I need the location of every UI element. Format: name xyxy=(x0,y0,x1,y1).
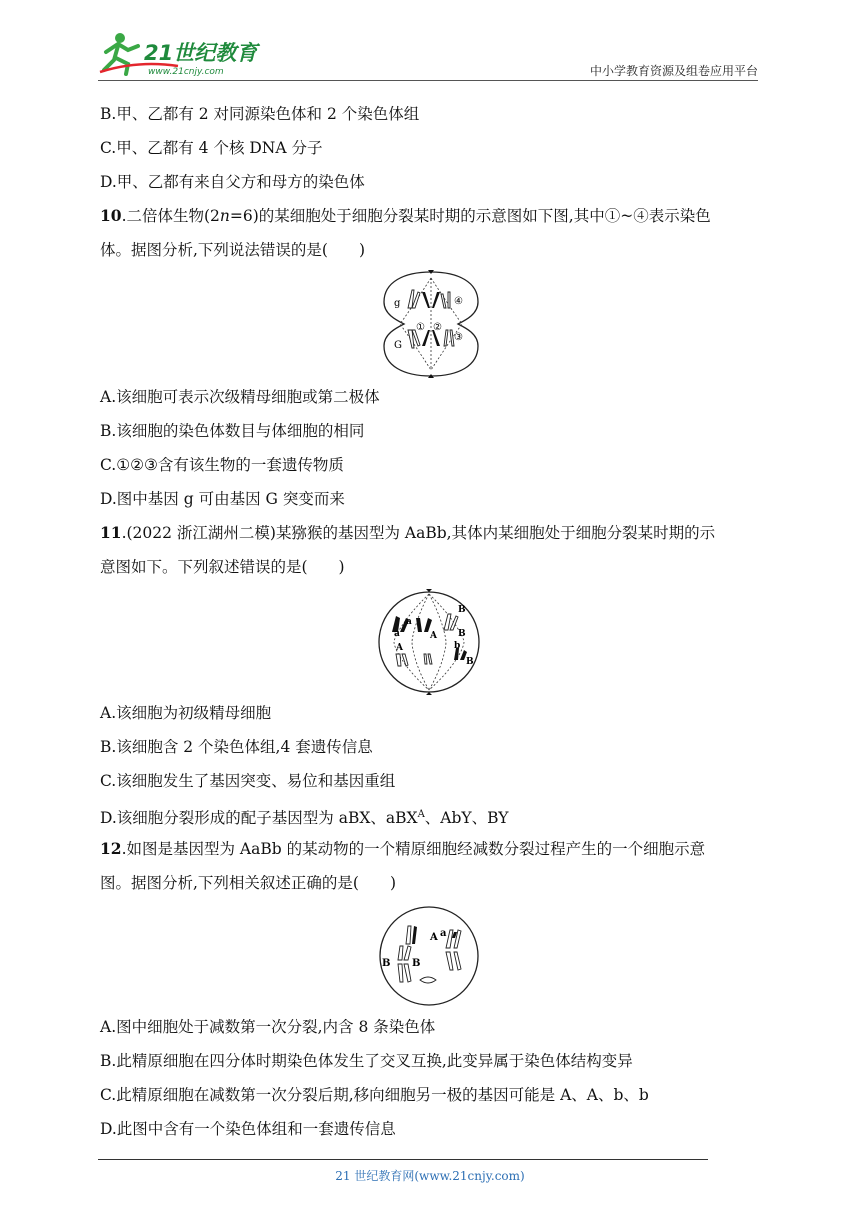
q12-option-c: C.此精原细胞在减数第一次分裂后期,移向细胞另一极的基因可能是 A、A、b、b xyxy=(100,1086,649,1104)
q12-stem-text: .如图是基因型为 AaBb 的某动物的一个精原细胞经减数分裂过程产生的一个细胞示意 xyxy=(121,840,706,858)
gene-label-B-2: B xyxy=(458,629,466,639)
gene-label-B-1: B xyxy=(382,958,391,969)
q10-stem-part2: =6)的某细胞处于细胞分裂某时期的示意图如下图,其中①~④表示染色 xyxy=(229,207,711,225)
q10-stem-line2: 体。据图分析,下列说法错误的是( ) xyxy=(100,241,366,259)
gene-label-A: A xyxy=(430,932,438,943)
q10-stem-part: .二倍体生物(2 xyxy=(121,207,220,225)
q11-option-a: A.该细胞为初级精母细胞 xyxy=(100,704,272,722)
footer-divider xyxy=(98,1159,708,1160)
gene-label-a-2: a xyxy=(394,629,400,639)
q12-number: 12 xyxy=(100,839,122,858)
q11-option-c: C.该细胞发生了基因突变、易位和基因重组 xyxy=(100,772,396,790)
chromosome-label-1: ① xyxy=(416,322,425,333)
chromosome-label-4: ④ xyxy=(454,296,463,307)
q10-cell-figure xyxy=(378,268,484,380)
platform-name: 中小学教育资源及组卷应用平台 xyxy=(589,64,758,78)
q12-option-a: A.图中细胞处于减数第一次分裂,内含 8 条染色体 xyxy=(100,1018,436,1036)
gene-label-B-3: B xyxy=(466,657,474,667)
q12-option-b: B.此精原细胞在四分体时期染色体发生了交叉互换,此变异属于染色体结构变异 xyxy=(100,1052,633,1070)
q11-cell-figure xyxy=(374,588,484,696)
q11-option-b: B.该细胞含 2 个染色体组,4 套遗传信息 xyxy=(100,738,373,756)
q12-cell-figure xyxy=(376,904,482,1008)
q10-option-b: B.该细胞的染色体数目与体细胞的相同 xyxy=(100,422,365,440)
q11-stem-line1 xyxy=(100,523,715,543)
gene-label-A-1: A xyxy=(430,631,437,641)
gene-label-g: g xyxy=(394,298,401,309)
q11-stem-line2: 意图如下。下列叙述错误的是( ) xyxy=(100,558,345,576)
q10-stem-n: n xyxy=(219,207,230,225)
page-header xyxy=(98,30,758,80)
chromosome-label-2: ② xyxy=(433,322,442,333)
logo-url: www.21cnjy.com xyxy=(148,67,224,77)
q9-option-d: D.甲、乙都有来自父方和母方的染色体 xyxy=(100,173,365,191)
q10-stem-line1 xyxy=(100,206,711,226)
gene-label-b: b xyxy=(454,641,461,651)
q10-option-d: D.图中基因 g 可由基因 G 突变而来 xyxy=(100,490,345,508)
header-divider xyxy=(98,80,758,81)
logo xyxy=(98,30,268,78)
q11-stem-text: .(2022 浙江湖州二模)某猕猴的基因型为 AaBb,其体内某细胞处于细胞分裂某时期的示 xyxy=(121,524,716,542)
gene-label-B-1: B xyxy=(458,605,466,615)
q10-option-c: C.①②③含有该生物的一套遗传物质 xyxy=(100,456,344,474)
q11-option-d xyxy=(100,805,509,828)
gene-label-a-1: a xyxy=(406,617,412,627)
q11-option-d-sup: A xyxy=(417,809,425,820)
logo-text: 21世纪教育 xyxy=(144,41,258,65)
q9-option-b: B.甲、乙都有 2 对同源染色体和 2 个染色体组 xyxy=(100,105,420,123)
q10-number: 10 xyxy=(100,206,122,225)
gene-label-G: G xyxy=(394,340,402,351)
q12-stem-line2: 图。据图分析,下列相关叙述正确的是( ) xyxy=(100,874,397,892)
q12-option-d: D.此图中含有一个染色体组和一套遗传信息 xyxy=(100,1120,396,1138)
footer-text: 21 世纪教育网(www.21cnjy.com) xyxy=(335,1169,525,1183)
q11-option-d-text: D.该细胞分裂形成的配子基因型为 aBX、aBX xyxy=(100,809,418,828)
q11-option-d-tail: 、AbY、BY xyxy=(424,809,509,828)
chromosome-label-3: ③ xyxy=(454,332,463,343)
gene-label-A-2: A xyxy=(396,643,403,653)
q9-option-c: C.甲、乙都有 4 个核 DNA 分子 xyxy=(100,139,323,157)
gene-label-a: a xyxy=(440,928,447,939)
q10-option-a: A.该细胞可表示次级精母细胞或第二极体 xyxy=(100,388,380,406)
q12-stem-line1 xyxy=(100,839,705,859)
q11-number: 11 xyxy=(100,523,122,542)
gene-label-B-2: B xyxy=(412,958,421,969)
